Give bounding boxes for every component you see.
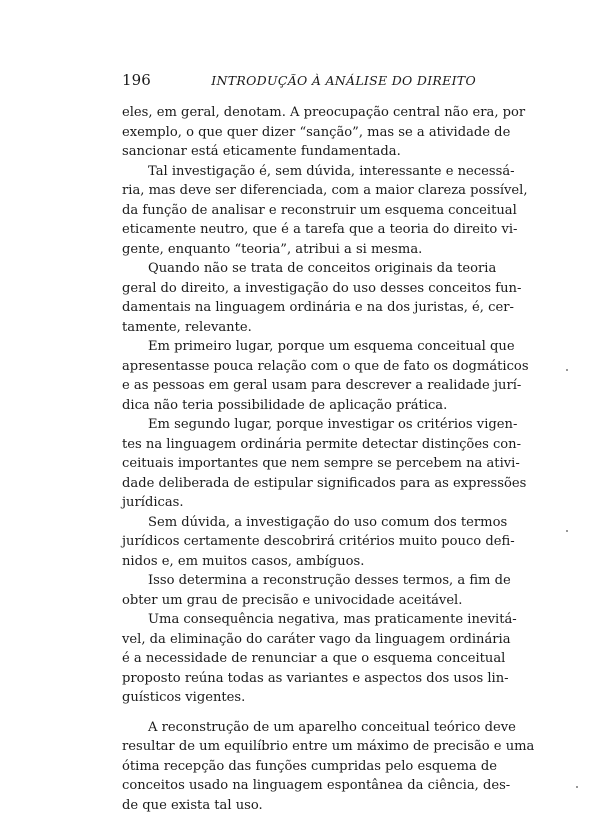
text-line: obter um grau de precisão e univocidade aceitável. bbox=[122, 591, 476, 611]
text-line: Quando não se trata de conceitos originais da teoria bbox=[122, 259, 476, 279]
running-header bbox=[122, 71, 476, 89]
text-line: exemplo, o que quer dizer “sanção”, mas se a atividade de bbox=[122, 123, 476, 143]
paragraph bbox=[122, 415, 476, 513]
text-line: Sem dúvida, a investigação do uso comum dos termos bbox=[122, 513, 476, 533]
paragraph bbox=[122, 162, 476, 260]
paragraph bbox=[122, 513, 476, 572]
text-line: vel, da eliminação do caráter vago da linguagem ordinária bbox=[122, 630, 476, 650]
page-number: 196 bbox=[122, 71, 151, 89]
text-line: dade deliberada de estipular significados para as expressões bbox=[122, 474, 476, 494]
text-line: Em primeiro lugar, porque um esquema conceitual que bbox=[122, 337, 476, 357]
text-line: Em segundo lugar, porque investigar os critérios vigen- bbox=[122, 415, 476, 435]
text-line: Isso determina a reconstrução desses termos, a fim de bbox=[122, 571, 476, 591]
text-line: dica não teria possibilidade de aplicação prática. bbox=[122, 396, 476, 416]
text-line: damentais na linguagem ordinária e na dos juristas, é, cer- bbox=[122, 298, 476, 318]
paragraph bbox=[122, 571, 476, 610]
paragraph bbox=[122, 610, 476, 708]
text-line: ótima recepção das funções cumpridas pelo esquema de bbox=[122, 757, 476, 777]
paragraph bbox=[122, 103, 476, 162]
text-line: jurídicos certamente descobrirá critérios muito pouco defi- bbox=[122, 532, 476, 552]
text-line: nidos e, em muitos casos, ambíguos. bbox=[122, 552, 476, 572]
text-line: da função de analisar e reconstruir um esquema conceitual bbox=[122, 201, 476, 221]
text-line: eticamente neutro, que é a tarefa que a teoria do direito vi- bbox=[122, 220, 476, 240]
text-line: gente, enquanto “teoria”, atribui a si mesma. bbox=[122, 240, 476, 260]
paragraph bbox=[122, 718, 476, 815]
body-text bbox=[122, 103, 476, 815]
text-line: e as pessoas em geral usam para descrever a realidade jurí- bbox=[122, 376, 476, 396]
text-line: sancionar está eticamente fundamentada. bbox=[122, 142, 476, 162]
text-line: conceitos usado na linguagem espontânea da ciência, des- bbox=[122, 776, 476, 796]
text-line: resultar de um equilíbrio entre um máximo de precisão e uma bbox=[122, 737, 476, 757]
text-line: guísticos vigentes. bbox=[122, 688, 476, 708]
text-line: Tal investigação é, sem dúvida, interessante e necessá- bbox=[122, 162, 476, 182]
text-line: geral do direito, a investigação do uso desses conceitos fun- bbox=[122, 279, 476, 299]
text-line: de que exista tal uso. bbox=[122, 796, 476, 815]
text-line: tes na linguagem ordinária permite detectar distinções con- bbox=[122, 435, 476, 455]
text-line: eles, em geral, denotam. A preocupação central não era, por bbox=[122, 103, 476, 123]
scan-speck bbox=[566, 369, 568, 371]
text-line: tamente, relevante. bbox=[122, 318, 476, 338]
paragraph bbox=[122, 337, 476, 415]
scan-speck bbox=[566, 530, 568, 532]
text-line: jurídicas. bbox=[122, 493, 476, 513]
text-line: Uma consequência negativa, mas praticamente inevitá- bbox=[122, 610, 476, 630]
paragraph bbox=[122, 259, 476, 337]
text-line: apresentasse pouca relação com o que de fato os dogmáticos bbox=[122, 357, 476, 377]
text-line: ria, mas deve ser diferenciada, com a maior clareza possível, bbox=[122, 181, 476, 201]
text-line: ceituais importantes que nem sempre se percebem na ativi- bbox=[122, 454, 476, 474]
scan-speck bbox=[576, 786, 578, 788]
text-line: proposto reúna todas as variantes e aspectos dos usos lin- bbox=[122, 669, 476, 689]
text-line: A reconstrução de um aparelho conceitual teórico deve bbox=[122, 718, 476, 738]
running-title: INTRODUÇÃO À ANÁLISE DO DIREITO bbox=[211, 73, 476, 88]
paragraph-gap bbox=[122, 708, 476, 718]
text-line: é a necessidade de renunciar a que o esquema conceitual bbox=[122, 649, 476, 669]
